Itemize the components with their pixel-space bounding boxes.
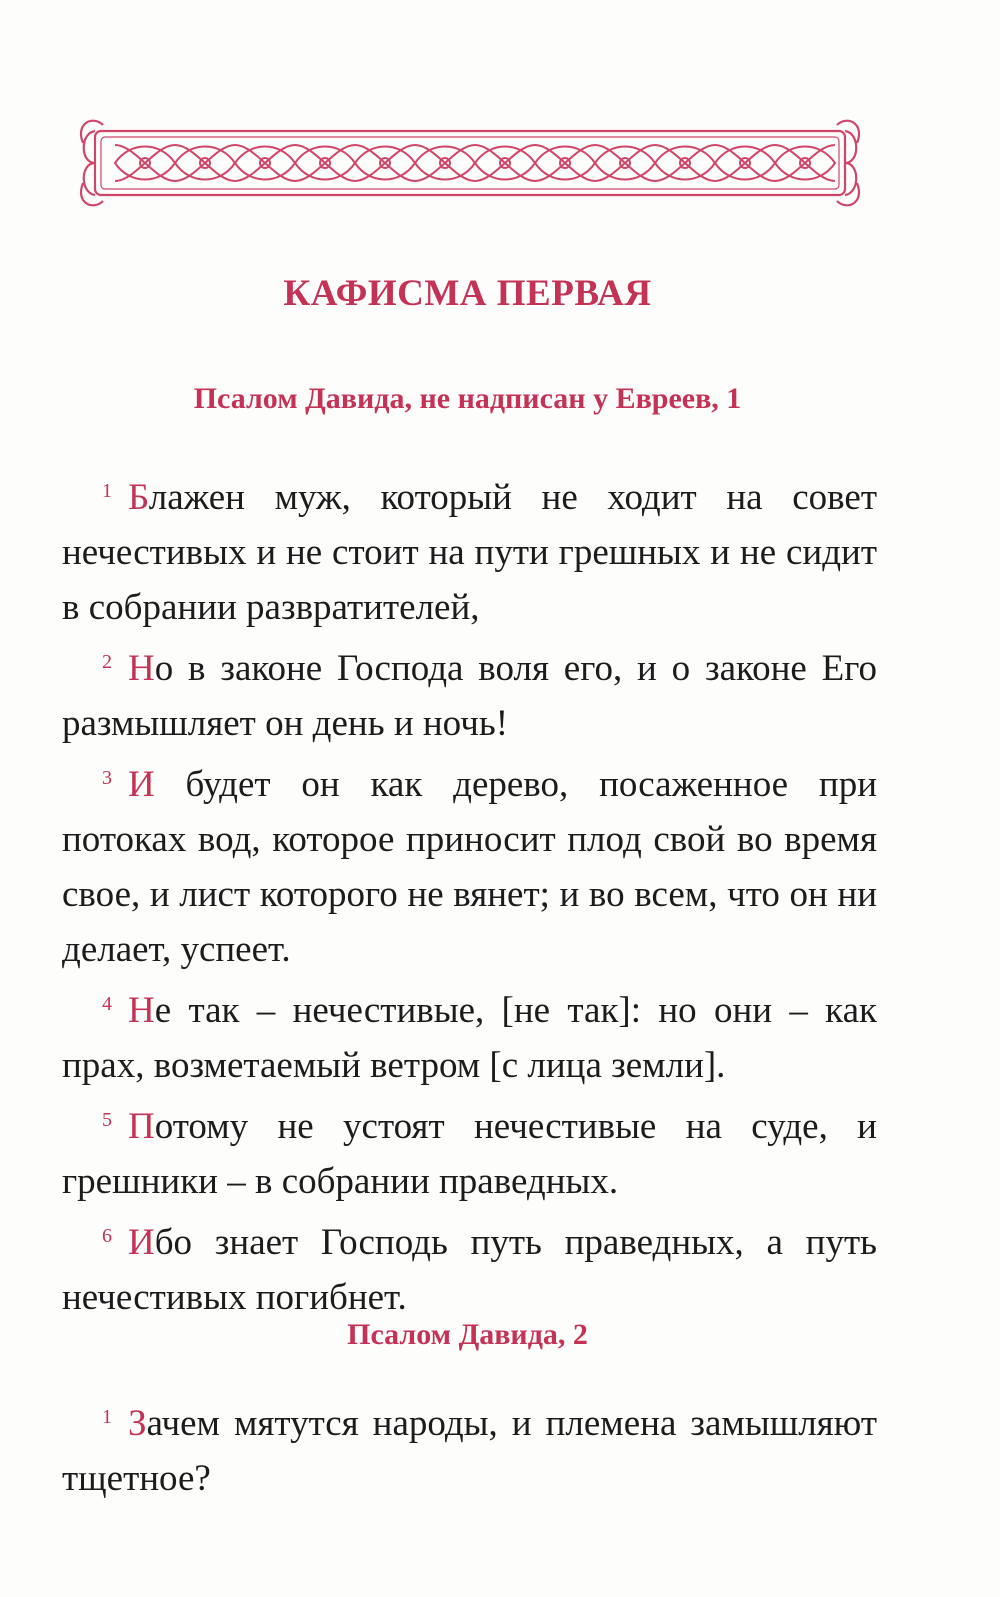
verse-number: 4 — [102, 993, 112, 1015]
verse — [62, 464, 877, 635]
verse-number: 2 — [102, 651, 112, 673]
kathisma-title: КАФИСМА ПЕРВАЯ — [283, 273, 652, 314]
verse-number: 5 — [102, 1109, 112, 1131]
verse-initial-letter: Н — [128, 648, 155, 689]
verse-initial-letter: П — [128, 1106, 155, 1147]
verse-text: бо знает Господь путь праведных, а путь нечестивых погибнет. — [62, 1222, 877, 1318]
verse-number: 3 — [102, 767, 112, 789]
verse — [62, 1209, 877, 1325]
verse — [62, 977, 877, 1093]
verse-number: 1 — [102, 480, 112, 502]
verse-initial-letter: З — [128, 1403, 147, 1444]
knotwork-border-icon — [75, 113, 865, 213]
verse-initial-letter: Н — [128, 990, 155, 1031]
verse-text: е так – нечестивые, [не так]: но они – как прах, возметаемый ветром [с лица земли]. — [62, 990, 877, 1086]
psalm-2-heading: Псалом Давида, 2 — [347, 1318, 588, 1351]
verse — [62, 1093, 877, 1209]
verse-number: 6 — [102, 1225, 112, 1247]
verse-text: лажен муж, который не ходит на совет нечестивых и не стоит на пути грешных и не сидит в собрании развратителей, — [62, 477, 877, 628]
verse-initial-letter: И — [128, 1222, 155, 1263]
verse — [62, 1390, 877, 1506]
verse-number: 1 — [102, 1406, 112, 1428]
verse — [62, 635, 877, 751]
verse-text: ачем мятутся народы, и племена замышляют тщетное? — [62, 1403, 877, 1499]
verse-text: отому не устоят нечестивые на суде, и грешники – в собрании праведных. — [62, 1106, 877, 1202]
verse — [62, 751, 877, 977]
verse-text: будет он как дерево, посаженное при потоках вод, которое приносит плод свой во время свое, и лист которого не вянет; и во всем, что он ни делает, успеет. — [62, 764, 877, 970]
psalm-2-verses — [62, 1390, 877, 1506]
verse-initial-letter: И — [128, 764, 155, 805]
verse-text: о в законе Господа воля его, и о законе Его размышляет он день и ночь! — [62, 648, 877, 744]
psalm-1-heading: Псалом Давида, не надписан у Евреев, 1 — [193, 382, 742, 415]
verse-initial-letter: Б — [128, 477, 149, 518]
psalm-1-verses — [62, 464, 877, 1325]
